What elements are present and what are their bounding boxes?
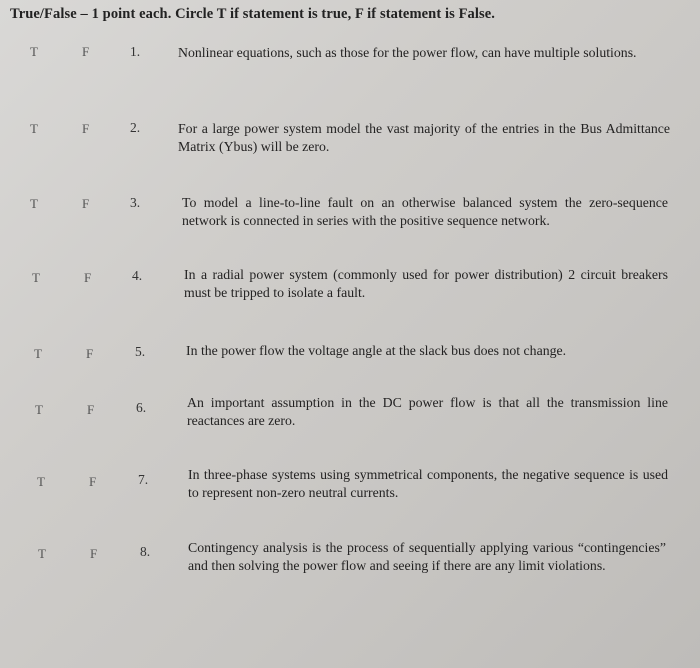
question-1 bbox=[0, 44, 700, 104]
question-7 bbox=[0, 466, 700, 526]
false-option[interactable]: F bbox=[90, 546, 98, 561]
question-number: 6. bbox=[136, 400, 147, 415]
question-4 bbox=[0, 266, 700, 326]
question-6 bbox=[0, 394, 700, 454]
question-text: For a large power system model the vast majority of the entries in the Bus Admittance Matrix (Ybus) will be zero. bbox=[178, 121, 670, 154]
question-text: In a radial power system (commonly used for power distribution) 2 circuit breakers must be tripped to isolate a fault. bbox=[184, 267, 668, 300]
question-number: 4. bbox=[132, 268, 143, 283]
question-number: 3. bbox=[130, 195, 141, 210]
question-number: 8. bbox=[140, 544, 151, 559]
false-option[interactable]: F bbox=[82, 196, 90, 211]
question-text: In the power flow the voltage angle at the slack bus does not change. bbox=[186, 343, 567, 358]
question-3 bbox=[0, 194, 700, 254]
question-number: 7. bbox=[138, 472, 149, 487]
false-option[interactable]: F bbox=[82, 44, 90, 59]
question-text: In three-phase systems using symmetrical components, the negative sequence is used to represent non-zero neutral currents. bbox=[188, 467, 668, 500]
question-text: An important assumption in the DC power flow is that all the transmission line reactances are zero. bbox=[187, 395, 668, 428]
true-option[interactable]: T bbox=[38, 546, 46, 561]
true-option[interactable]: T bbox=[37, 474, 45, 489]
true-option[interactable]: T bbox=[34, 346, 42, 361]
true-option[interactable]: T bbox=[30, 44, 38, 59]
true-option[interactable]: T bbox=[30, 121, 38, 136]
question-number: 5. bbox=[135, 344, 146, 359]
question-number: 2. bbox=[130, 120, 141, 135]
page-title: True/False – 1 point each. Circle T if statement is true, F if statement is False. bbox=[10, 6, 496, 22]
question-5 bbox=[0, 340, 700, 400]
false-option[interactable]: F bbox=[86, 346, 94, 361]
question-number: 1. bbox=[130, 44, 141, 59]
true-option[interactable]: T bbox=[30, 196, 38, 211]
false-option[interactable]: F bbox=[82, 121, 90, 136]
false-option[interactable]: F bbox=[89, 474, 97, 489]
question-8 bbox=[0, 539, 700, 599]
question-text: Contingency analysis is the process of sequentially applying various “contingencies” and then solving the power flow and seeing if there are any limit violations. bbox=[188, 540, 666, 573]
false-option[interactable]: F bbox=[84, 270, 92, 285]
true-option[interactable]: T bbox=[35, 402, 43, 417]
question-text: To model a line-to-line fault on an otherwise balanced system the zero-sequence network is connected in series with the positive sequence network. bbox=[182, 195, 668, 228]
false-option[interactable]: F bbox=[87, 402, 95, 417]
question-2 bbox=[0, 120, 700, 180]
question-text: Nonlinear equations, such as those for the power flow, can have multiple solutions. bbox=[178, 45, 637, 60]
true-option[interactable]: T bbox=[32, 270, 40, 285]
